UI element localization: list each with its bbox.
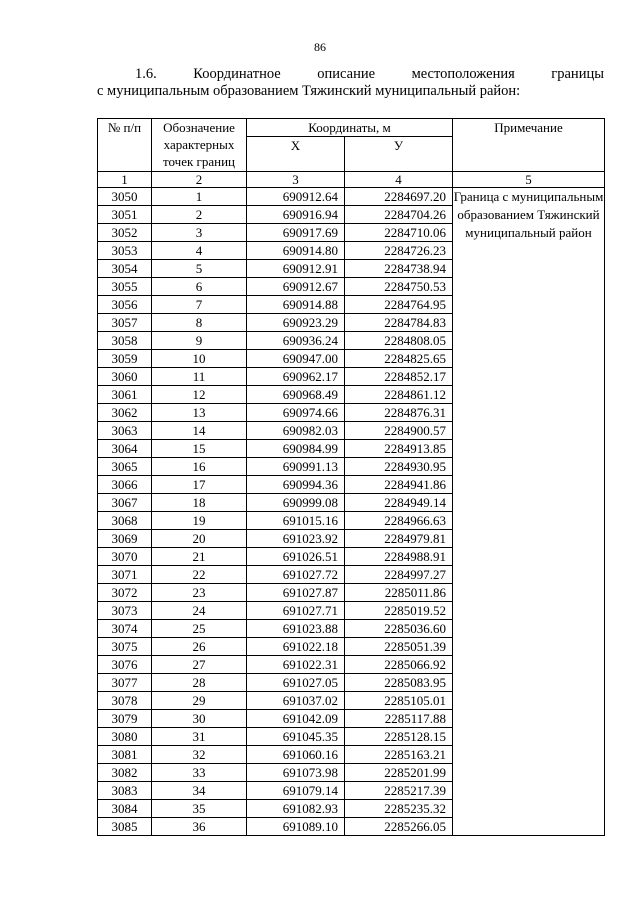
point-designation-cell: 32 xyxy=(152,746,247,764)
x-coordinate-cell: 690914.80 xyxy=(247,242,345,260)
x-coordinate-cell: 691015.16 xyxy=(247,512,345,530)
y-coordinate-cell: 2284930.95 xyxy=(345,458,453,476)
y-coordinate-cell: 2284949.14 xyxy=(345,494,453,512)
point-designation-cell: 20 xyxy=(152,530,247,548)
y-coordinate-cell: 2284876.31 xyxy=(345,404,453,422)
x-coordinate-cell: 690984.99 xyxy=(247,440,345,458)
x-coordinate-cell: 690994.36 xyxy=(247,476,345,494)
column-number: 4 xyxy=(345,172,453,188)
x-coordinate-cell: 691082.93 xyxy=(247,800,345,818)
x-coordinate-cell: 691027.05 xyxy=(247,674,345,692)
table-body xyxy=(98,188,605,836)
heading-line-2: с муниципальным образованием Тяжинский муниципальный район: xyxy=(97,83,521,99)
x-coordinate-cell: 691027.87 xyxy=(247,584,345,602)
x-coordinate-cell: 691045.35 xyxy=(247,728,345,746)
point-designation-cell: 12 xyxy=(152,386,247,404)
x-coordinate-cell: 690923.29 xyxy=(247,314,345,332)
x-coordinate-cell: 691027.71 xyxy=(247,602,345,620)
header-designation: Обозначение характерных точек границ xyxy=(152,119,247,172)
column-number: 5 xyxy=(453,172,605,188)
point-designation-cell: 33 xyxy=(152,764,247,782)
row-number-cell: 3082 xyxy=(98,764,152,782)
x-coordinate-cell: 690916.94 xyxy=(247,206,345,224)
row-number-cell: 3061 xyxy=(98,386,152,404)
point-designation-cell: 4 xyxy=(152,242,247,260)
y-coordinate-cell: 2284997.27 xyxy=(345,566,453,584)
point-designation-cell: 35 xyxy=(152,800,247,818)
y-coordinate-cell: 2284750.53 xyxy=(345,278,453,296)
y-coordinate-cell: 2285217.39 xyxy=(345,782,453,800)
row-number-cell: 3054 xyxy=(98,260,152,278)
row-number-cell: 3067 xyxy=(98,494,152,512)
point-designation-cell: 2 xyxy=(152,206,247,224)
x-coordinate-cell: 691042.09 xyxy=(247,710,345,728)
row-number-cell: 3075 xyxy=(98,638,152,656)
point-designation-cell: 6 xyxy=(152,278,247,296)
point-designation-cell: 10 xyxy=(152,350,247,368)
x-coordinate-cell: 690914.88 xyxy=(247,296,345,314)
point-designation-cell: 22 xyxy=(152,566,247,584)
x-coordinate-cell: 690974.66 xyxy=(247,404,345,422)
x-coordinate-cell: 690999.08 xyxy=(247,494,345,512)
y-coordinate-cell: 2284726.23 xyxy=(345,242,453,260)
y-coordinate-cell: 2284979.81 xyxy=(345,530,453,548)
row-number-cell: 3050 xyxy=(98,188,152,206)
row-number-cell: 3056 xyxy=(98,296,152,314)
x-coordinate-cell: 690947.00 xyxy=(247,350,345,368)
column-number: 2 xyxy=(152,172,247,188)
row-number-cell: 3081 xyxy=(98,746,152,764)
row-number-cell: 3063 xyxy=(98,422,152,440)
row-number-cell: 3068 xyxy=(98,512,152,530)
point-designation-cell: 15 xyxy=(152,440,247,458)
x-coordinate-cell: 690936.24 xyxy=(247,332,345,350)
x-coordinate-cell: 690912.67 xyxy=(247,278,345,296)
point-designation-cell: 5 xyxy=(152,260,247,278)
y-coordinate-cell: 2285011.86 xyxy=(345,584,453,602)
x-coordinate-cell: 691022.18 xyxy=(247,638,345,656)
table-row xyxy=(98,188,605,206)
header-coordinates: Координаты, м xyxy=(247,119,453,137)
y-coordinate-cell: 2284825.65 xyxy=(345,350,453,368)
y-coordinate-cell: 2284988.91 xyxy=(345,548,453,566)
note-cell: Граница с муниципальным образованием Тяжинский муниципальный район xyxy=(453,188,605,836)
y-coordinate-cell: 2284697.20 xyxy=(345,188,453,206)
y-coordinate-cell: 2285036.60 xyxy=(345,620,453,638)
row-number-cell: 3084 xyxy=(98,800,152,818)
column-number: 1 xyxy=(98,172,152,188)
point-designation-cell: 21 xyxy=(152,548,247,566)
y-coordinate-cell: 2285266.05 xyxy=(345,818,453,836)
column-number: 3 xyxy=(247,172,345,188)
point-designation-cell: 27 xyxy=(152,656,247,674)
row-number-cell: 3053 xyxy=(98,242,152,260)
row-number-cell: 3058 xyxy=(98,332,152,350)
row-number-cell: 3073 xyxy=(98,602,152,620)
row-number-cell: 3077 xyxy=(98,674,152,692)
row-number-cell: 3078 xyxy=(98,692,152,710)
heading-number: 1.6. xyxy=(135,66,157,82)
x-coordinate-cell: 690912.91 xyxy=(247,260,345,278)
point-designation-cell: 7 xyxy=(152,296,247,314)
y-coordinate-cell: 2284900.57 xyxy=(345,422,453,440)
y-coordinate-cell: 2284852.17 xyxy=(345,368,453,386)
point-designation-cell: 8 xyxy=(152,314,247,332)
y-coordinate-cell: 2284704.26 xyxy=(345,206,453,224)
section-heading xyxy=(97,66,604,100)
heading-word: описание xyxy=(317,66,376,82)
row-number-cell: 3076 xyxy=(98,656,152,674)
point-designation-cell: 14 xyxy=(152,422,247,440)
point-designation-cell: 1 xyxy=(152,188,247,206)
y-coordinate-cell: 2284913.85 xyxy=(345,440,453,458)
y-coordinate-cell: 2284764.95 xyxy=(345,296,453,314)
point-designation-cell: 9 xyxy=(152,332,247,350)
row-number-cell: 3055 xyxy=(98,278,152,296)
x-coordinate-cell: 691022.31 xyxy=(247,656,345,674)
x-coordinate-cell: 690991.13 xyxy=(247,458,345,476)
heading-line-1 xyxy=(97,66,604,83)
point-designation-cell: 16 xyxy=(152,458,247,476)
row-number-cell: 3064 xyxy=(98,440,152,458)
header-note: Примечание xyxy=(453,119,605,172)
x-coordinate-cell: 691037.02 xyxy=(247,692,345,710)
y-coordinate-cell: 2284784.83 xyxy=(345,314,453,332)
point-designation-cell: 3 xyxy=(152,224,247,242)
point-designation-cell: 34 xyxy=(152,782,247,800)
y-coordinate-cell: 2285163.21 xyxy=(345,746,453,764)
header-num: № п/п xyxy=(98,119,152,172)
row-number-cell: 3083 xyxy=(98,782,152,800)
y-coordinate-cell: 2285105.01 xyxy=(345,692,453,710)
point-designation-cell: 26 xyxy=(152,638,247,656)
y-coordinate-cell: 2285051.39 xyxy=(345,638,453,656)
row-number-cell: 3070 xyxy=(98,548,152,566)
x-coordinate-cell: 690912.64 xyxy=(247,188,345,206)
y-coordinate-cell: 2284861.12 xyxy=(345,386,453,404)
row-number-cell: 3065 xyxy=(98,458,152,476)
y-coordinate-cell: 2284738.94 xyxy=(345,260,453,278)
y-coordinate-cell: 2285019.52 xyxy=(345,602,453,620)
x-coordinate-cell: 690962.17 xyxy=(247,368,345,386)
point-designation-cell: 36 xyxy=(152,818,247,836)
y-coordinate-cell: 2285201.99 xyxy=(345,764,453,782)
y-coordinate-cell: 2285083.95 xyxy=(345,674,453,692)
page-number: 86 xyxy=(314,40,326,54)
row-number-cell: 3051 xyxy=(98,206,152,224)
y-coordinate-cell: 2285117.88 xyxy=(345,710,453,728)
y-coordinate-cell: 2285235.32 xyxy=(345,800,453,818)
y-coordinate-cell: 2285066.92 xyxy=(345,656,453,674)
row-number-cell: 3052 xyxy=(98,224,152,242)
y-coordinate-cell: 2284808.05 xyxy=(345,332,453,350)
y-coordinate-cell: 2285128.15 xyxy=(345,728,453,746)
row-number-cell: 3060 xyxy=(98,368,152,386)
point-designation-cell: 13 xyxy=(152,404,247,422)
row-number-cell: 3080 xyxy=(98,728,152,746)
x-coordinate-cell: 691073.98 xyxy=(247,764,345,782)
y-coordinate-cell: 2284966.63 xyxy=(345,512,453,530)
row-number-cell: 3059 xyxy=(98,350,152,368)
row-number-cell: 3071 xyxy=(98,566,152,584)
row-number-cell: 3062 xyxy=(98,404,152,422)
heading-word: местоположения xyxy=(411,66,515,82)
point-designation-cell: 17 xyxy=(152,476,247,494)
point-designation-cell: 18 xyxy=(152,494,247,512)
point-designation-cell: 11 xyxy=(152,368,247,386)
row-number-cell: 3074 xyxy=(98,620,152,638)
point-designation-cell: 30 xyxy=(152,710,247,728)
point-designation-cell: 31 xyxy=(152,728,247,746)
y-coordinate-cell: 2284941.86 xyxy=(345,476,453,494)
x-coordinate-cell: 690968.49 xyxy=(247,386,345,404)
x-coordinate-cell: 690982.03 xyxy=(247,422,345,440)
point-designation-cell: 23 xyxy=(152,584,247,602)
x-coordinate-cell: 691027.72 xyxy=(247,566,345,584)
x-coordinate-cell: 690917.69 xyxy=(247,224,345,242)
header-x: X xyxy=(247,137,345,172)
heading-word: Координатное xyxy=(193,66,281,82)
row-number-cell: 3079 xyxy=(98,710,152,728)
point-designation-cell: 25 xyxy=(152,620,247,638)
x-coordinate-cell: 691079.14 xyxy=(247,782,345,800)
header-y: У xyxy=(345,137,453,172)
heading-word: границы xyxy=(551,66,604,82)
x-coordinate-cell: 691089.10 xyxy=(247,818,345,836)
row-number-cell: 3085 xyxy=(98,818,152,836)
coordinates-table xyxy=(97,118,605,836)
point-designation-cell: 19 xyxy=(152,512,247,530)
x-coordinate-cell: 691060.16 xyxy=(247,746,345,764)
row-number-cell: 3057 xyxy=(98,314,152,332)
x-coordinate-cell: 691023.92 xyxy=(247,530,345,548)
point-designation-cell: 29 xyxy=(152,692,247,710)
row-number-cell: 3069 xyxy=(98,530,152,548)
x-coordinate-cell: 691026.51 xyxy=(247,548,345,566)
row-number-cell: 3072 xyxy=(98,584,152,602)
x-coordinate-cell: 691023.88 xyxy=(247,620,345,638)
point-designation-cell: 24 xyxy=(152,602,247,620)
row-number-cell: 3066 xyxy=(98,476,152,494)
y-coordinate-cell: 2284710.06 xyxy=(345,224,453,242)
point-designation-cell: 28 xyxy=(152,674,247,692)
